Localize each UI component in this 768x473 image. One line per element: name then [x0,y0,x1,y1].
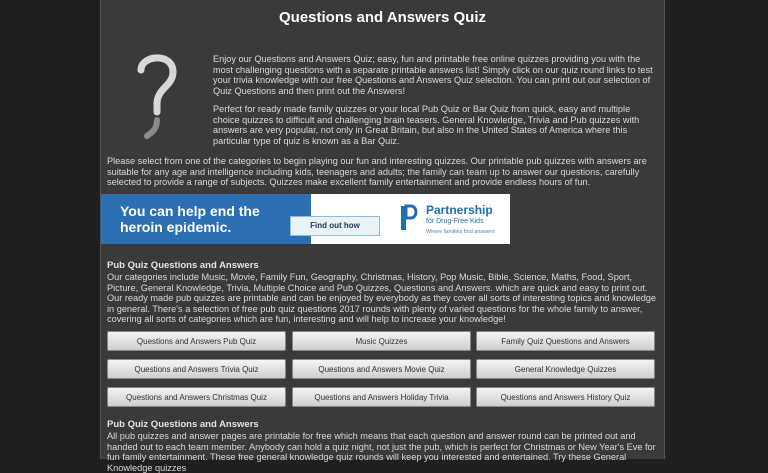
categories-description: Our categories include Music, Movie, Family Fun, Geography, Christmas, History, Pop Music, Bible, Science, Maths, Food, Sport, Picture, General Knowledge, Trivia, Multiple Choice and Pub Quizzes, Questions and Answers. which are quick and easy to print out. Our ready made pub quizzes are printable and can be enjoyed by everybody as they cover all sorts of interesting topics and knowledge in general. There's a selection of free pub quiz questions 2017 rounds with plenty of varied questions for the whole family to answer, covering all sorts of categories which are fun, interesting and will help to increase your knowledge! [107,272,657,325]
category-button[interactable]: General Knowledge Quizzes [476,359,655,379]
section-heading-printable: Pub Quiz Questions and Answers [107,419,259,430]
ad-headline-panel [101,194,311,244]
category-button[interactable]: Questions and Answers Pub Quiz [107,331,286,351]
ad-brand-name: Partnership [426,203,493,217]
main-panel [100,0,665,473]
category-button[interactable]: Family Quiz Questions and Answers [476,331,655,351]
category-button[interactable]: Questions and Answers History Quiz [476,387,655,407]
category-button[interactable]: Questions and Answers Trivia Quiz [107,359,286,379]
ad-tagline: Where families find answers [426,229,495,235]
intro-paragraph-3: Please select from one of the categories to begin playing our fun and interesting quizzes. Our printable pub quizzes with answers are suitable for any age and intelligence including kids, teenagers and adults; the family can team up to answer our questions, carefully selected to provide a range of subjects. Quizzes make excellent family entertainment and provide endless hours of fun. [107,156,647,188]
category-button[interactable]: Questions and Answers Holiday Trivia [292,387,471,407]
category-button[interactable]: Music Quizzes [292,331,471,351]
ad-headline: You can help end the heroin epidemic. [120,203,260,235]
ad-brand-subtitle: for Drug-Free Kids [426,218,484,225]
ad-find-out-button[interactable]: Find out how [290,216,380,236]
question-mark-icon [131,50,181,140]
intro-paragraph-2: Perfect for ready made family quizzes or your local Pub Quiz or Bar Quiz from quick, easy and multiple choice quizzes to difficult and challenging brain teasers. General Knowledge, Trivia and Pub quizzes with answers are very popular, not only in Great Britain, but also in the United States of America where this particular type of quiz is known as a Bar Quiz. [213,104,640,146]
ad-banner[interactable] [101,194,510,244]
page-title: Questions and Answers Quiz [279,9,486,26]
partnership-logo-icon [401,206,416,230]
printable-description: All pub quizzes and answer pages are printable for free which means that each question and answer round can be printed out and handed out to each team member. Anybody can hold a quiz night, not just the pub, which is perfect for Christmas or New Year's Eve for fun family entertainment. These free general knowledge quiz rounds will keep you interested and entertained. Try these General Knowledge quizzes [107,431,656,473]
category-button[interactable]: Questions and Answers Christmas Quiz [107,387,286,407]
intro-paragraph-1: Enjoy our Questions and Answers Quiz; easy, fun and printable free online quizzes providing you with the most challenging questions with a separate printable answers list! Simply click on our quiz round links to test your trivia knowledge with our free Questions and Answers Quiz selection. You can print out our selection of Quiz Questions and then print out the Answers! [213,54,653,96]
category-button[interactable]: Questions and Answers Movie Quiz [292,359,471,379]
section-heading-categories: Pub Quiz Questions and Answers [107,260,259,271]
